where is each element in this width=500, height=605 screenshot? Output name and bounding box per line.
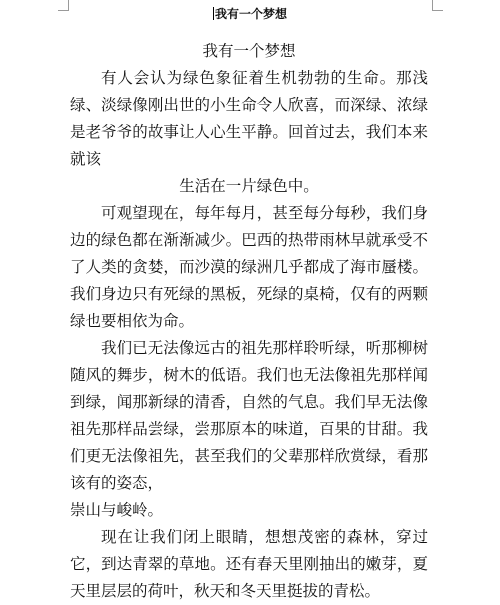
paragraph-1: 有人会认为绿色象征着生机勃勃的生命。那浅绿、淡绿像刚出世的小生命令人欣喜，而深绿、浓绿是老爷爷的故事让人心生平静。回首过去，我们本来就该 [70, 69, 428, 168]
text-cursor [213, 7, 214, 20]
paragraph-3: 可观望现在，每年每月，甚至每分每秒，我们身边的绿色都在渐渐减少。巴西的热带雨林早就承受不了人类的贪婪，而沙漠的绿洲几乎都成了海市蜃楼。我们身边只有死绿的黑板，死绿的桌椅，仅有的两颗绿也要相依为命。 [70, 204, 428, 330]
document-body[interactable] [70, 38, 428, 605]
document-title: 我有一个梦想 [202, 42, 296, 60]
paragraph-5: 崇山与峻岭。 [70, 501, 164, 519]
paragraph-4: 我们已无法像远古的祖先那样聆听绿，听那柳树随风的舞步，树木的低语。我们也无法像祖先那样闻到绿，闻那新绿的清香，自然的气息。我们早无法像祖先那样品尝绿，尝那原本的味道，百果的甘甜。我们更无法像祖先，甚至我们的父辈那样欣赏绿，看那该有的姿态， [70, 339, 428, 492]
paragraph-2: 生活在一片绿色中。 [179, 177, 319, 195]
paragraph-6: 现在让我们闭上眼睛，想想茂密的森林，穿过它，到达青翠的草地。还有春天里刚抽出的嫩芽，夏天里层层的荷叶，秋天和冬天里挺拔的青松。 [70, 528, 428, 600]
document-header [0, 6, 500, 22]
header-title[interactable]: 我有一个梦想 [214, 7, 287, 21]
